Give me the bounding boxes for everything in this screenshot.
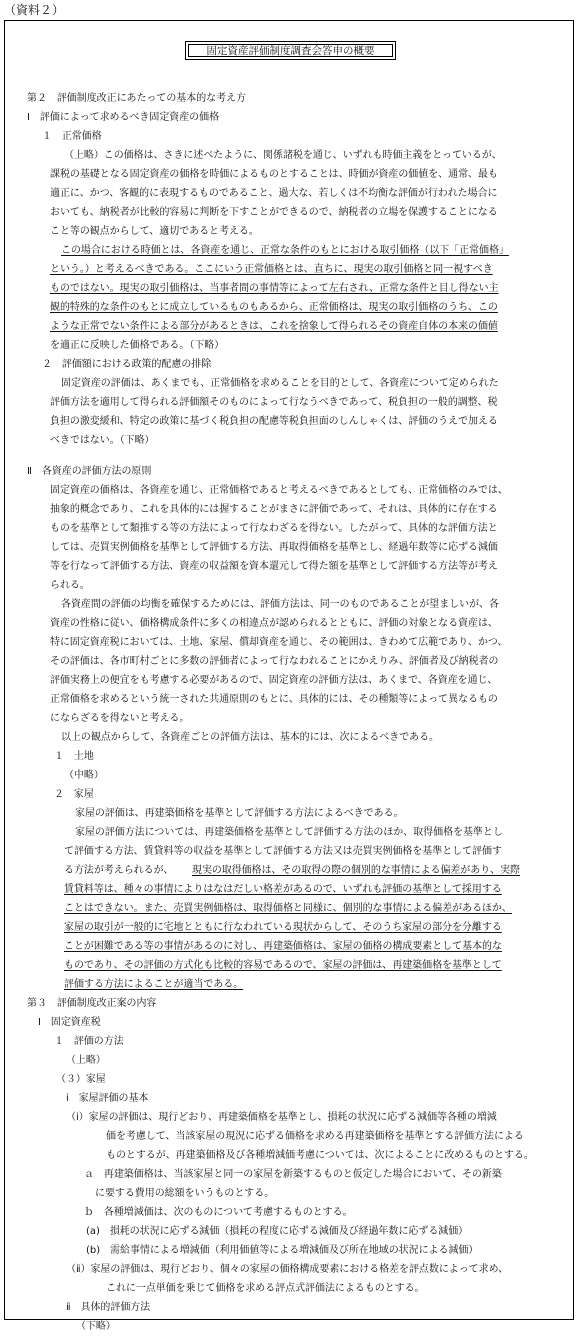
text-line: 正常価格を求めるという統一された共通原則のもとに、具体的には、その種類等によって異なるもの — [50, 694, 498, 705]
text-line: Ⅰ 固定資産税 — [38, 1017, 101, 1028]
text-line: （中略） — [64, 770, 104, 781]
text-line: ⅱ 具体的評価方法 — [66, 1302, 151, 1313]
document-title-box — [185, 41, 396, 60]
text-line: ことが困難である等の事情があるのに対し、再建築価格は、家屋の価格の構成要素として基本的な — [64, 941, 502, 952]
text-line: (b) 需給事情による増減価（利用価値等による増減価及び所在地域の状況による減価） — [86, 1245, 479, 1256]
text-line: １ 評価の方法 — [54, 1036, 124, 1047]
text-line: ものとするが、再建築価格及び各種増減価考慮については、次によることに改めるものとする。 — [106, 1150, 534, 1161]
text-line: （ⅰ）家屋の評価は、現行どおり、再建築価格を基準とし、損耗の状況に応ずる減価等各種の増減 — [66, 1112, 497, 1123]
text-line: 賃貸料等は、種々の事情によりはなはだしい格差があるので、いずれも評価の基準として採用する — [64, 884, 502, 895]
document-label: （資料２） — [4, 3, 65, 17]
text-line: にならざるを得ないと考える。 — [50, 713, 190, 724]
text-line: 価を考慮して、当該家屋の現況に応ずる価格を求める再建築価格を基準とする評価方法による — [106, 1131, 524, 1142]
text-line: 現実の取得価格は、その取得の際の個別的な事情による偏差があり、実際 — [192, 865, 520, 876]
text-line: 等を行なって評価する方法、資産の収益額を資本還元して得た額を基準として評価する方法等が考え — [50, 561, 498, 572]
text-line: 評価する方法によることが適当である。 — [64, 979, 244, 990]
text-line: Ⅱ 各資産の評価方法の原則 — [27, 466, 152, 477]
text-line: 家屋の取引が一般的に宅地とともに行なわれている現状からして、そのうち家屋の部分を分離する — [64, 922, 502, 933]
text-line: 課税の基礎となる固定資産の価格を時価によるものとすることは、時価が資産の価値を、通常、最も — [50, 169, 498, 180]
text-line: （下略） — [76, 1321, 116, 1332]
text-line: ２ 家屋 — [54, 789, 94, 800]
text-line: 家屋の評価は、再建築価格を基準として評価する方法によるべきである。 — [75, 808, 404, 819]
document-title: 固定資産評価制度調査会答申の概要 — [188, 44, 393, 57]
text-line: （上略）この価格は、さきに述べたように、関係諸税を通じ、いずれも時価主義をとっているが、 — [64, 150, 502, 161]
text-line: る方法が考えられるが、 — [64, 865, 174, 876]
text-line: 固定資産の価格は、各資産を通じ、正常価格であると考えるべきであるとしても、正常価格のみでは、 — [50, 485, 508, 496]
text-line: ａ 再建築価格は、当該家屋と同一の家屋を新築するものと仮定した場合において、その新築 — [84, 1169, 502, 1180]
text-line: 観的特殊的な条件のもとに成立しているものもあるから、正常価格は、現実の取引価格のうち、この — [50, 302, 498, 313]
text-line: に要する費用の総額をいうものとする。 — [95, 1188, 275, 1199]
text-line: 第２ 評価制度改正にあたっての基本的な考え方 — [27, 93, 246, 104]
text-line: 資産の性格に従い、価格構成条件に多くの相違点が認められるとともに、評価の対象となる資産は、 — [50, 618, 498, 629]
text-line: (a) 損耗の状況に応ずる減価（損耗の程度に応ずる減価及び経過年数に応ずる減価） — [86, 1226, 469, 1237]
text-line: この場合における時価とは、各資産を通じ、正常な条件のもとにおける取引価格（以下「正常価格」 — [61, 245, 509, 256]
text-line: ⅰ 家屋評価の基本 — [66, 1093, 149, 1104]
text-line: １ 土地 — [54, 751, 94, 762]
text-line: ２ 評価額における政策的配慮の排除 — [42, 359, 212, 370]
text-line: 固定資産の評価は、あくまでも、正常価格を求めることを目的として、各資産について定められた — [61, 378, 499, 389]
text-line: 負担の激変緩和、特定の政策に基づく税負担の配慮等税負担面のしんしゃくは、評価のうえで加える — [50, 416, 498, 427]
text-line: これに一点単価を乗じて価格を求める評点式評価法によるものとする。 — [106, 1283, 425, 1294]
text-line: ような正常でない条件による部分があるときは、これを捨象して得られるその資産自体の本来の価値 — [50, 321, 498, 332]
text-line: られる。 — [50, 580, 90, 591]
text-line: 以上の観点からして、各資産ごとの評価方法は、基本的には、次によるべきである。 — [61, 732, 440, 743]
text-line: を適正に反映した価格である。（下略） — [50, 340, 225, 351]
text-line: （上略） — [66, 1055, 106, 1066]
text-line: 家屋の評価方法については、再建築価格を基準として評価する方法のほか、取得価格を基準とし — [75, 827, 503, 838]
text-line: 各資産間の評価の均衡を確保するためには、評価方法は、同一のものであることが望ましいが、各 — [61, 599, 499, 610]
text-line: こと等の観点からして、適切であると考える。 — [50, 226, 259, 237]
text-line: て評価する方法、賃貸料等の収益を基準として評価する方法又は売買実例価格を基準として評価す — [64, 846, 502, 857]
text-line: （ⅱ）家屋の評価は、現行どおり、個々の家屋の価格構成要素における格差を評点数によって求め、 — [66, 1264, 509, 1275]
text-line: ものであり、その評価の方式化も比較的容易であるので、家屋の評価は、再建築価格を基準として — [64, 960, 502, 971]
text-line: （３）家屋 — [56, 1074, 106, 1085]
text-line: 抽象的概念であり、これを具体的には握することがまさに評価であって、それは、具体的に存在する — [50, 504, 498, 515]
text-line: 第３ 評価制度改正案の内容 — [27, 998, 157, 1009]
text-line: おいても、納税者が比較的容易に判断を下すことができるので、納税者の立場を保護することになる — [50, 207, 498, 218]
text-line: 特に固定資産税においては、土地、家屋、償却資産を通じ、その範囲は、きわめて広範であり、かつ、 — [50, 637, 508, 648]
text-line: 評価実務上の便宜をも考慮する必要があるので、固定資産の評価方法は、あくまで、各資産を通じ、 — [50, 675, 498, 686]
text-line: ｂ 各種増減価は、次のものについて考慮するものとする。 — [84, 1207, 353, 1218]
text-line: 評価方法を適用して得られる評価額そのものによって行なうべきであって、税負担の一般的調整、税 — [50, 397, 498, 408]
text-line: Ⅰ 評価によって求めるべき固定資産の価格 — [27, 112, 220, 123]
text-line: 適正に、かつ、客観的に表現するものであること、過大な、若しくは不均衡な評価が行われた場合に — [50, 188, 498, 199]
text-line: べきではない。（下略） — [50, 435, 155, 446]
text-line: ものではない。現実の取引価格は、当事者間の事情等によって左右され、正常な条件と目し得ない主 — [50, 283, 499, 294]
text-line: ものを基準として類推する等の方法によって行なわざるを得ない。したがって、具体的な評価方法と — [50, 523, 498, 534]
text-line: しては、売買実例価格を基準として評価する方法、再取得価格を基準とし、経過年数等に応ずる減価 — [50, 542, 498, 553]
text-line: １ 正常価格 — [42, 131, 102, 142]
text-line: ことはできない。また、売買実例価格は、取得価格と同様に、個別的な事情による偏差があるほか、 — [64, 903, 512, 914]
text-line: という。）と考えるべきである。ここにいう正常価格とは、直ちに、現実の取引価格と同一視すべき — [50, 264, 493, 275]
text-line: その評価は、各市町村ごとに多数の評価者によって行なわれることにかえりみ、評価者及び納税者の — [50, 656, 499, 667]
